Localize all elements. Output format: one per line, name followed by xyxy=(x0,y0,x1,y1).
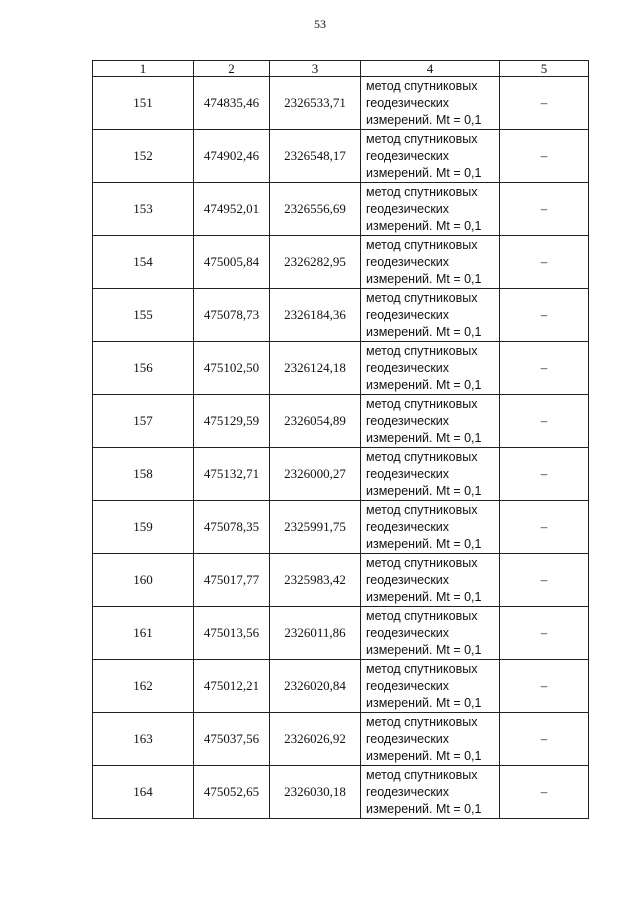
note-cell: – xyxy=(500,766,589,819)
column-header-5: 5 xyxy=(500,61,589,77)
point-number-cell: 153 xyxy=(93,183,194,236)
x-coordinate-cell: 475078,73 xyxy=(194,289,270,342)
note-cell: – xyxy=(500,501,589,554)
y-coordinate-cell: 2326556,69 xyxy=(270,183,361,236)
y-coordinate-cell: 2326020,84 xyxy=(270,660,361,713)
note-cell: – xyxy=(500,236,589,289)
table-row xyxy=(93,130,589,183)
method-text-line: метод спутниковых xyxy=(366,184,478,199)
note-cell: – xyxy=(500,448,589,501)
table-row xyxy=(93,713,589,766)
point-number-cell: 152 xyxy=(93,130,194,183)
method-text-line: геодезических xyxy=(366,731,450,746)
method-text-line: метод спутниковых xyxy=(366,661,478,676)
y-coordinate-cell: 2326030,18 xyxy=(270,766,361,819)
y-coordinate-cell: 2326000,27 xyxy=(270,448,361,501)
method-text-line: метод спутниковых xyxy=(366,502,478,517)
x-coordinate-cell: 475037,56 xyxy=(194,713,270,766)
point-number-cell: 160 xyxy=(93,554,194,607)
method-text-line: геодезических xyxy=(366,254,450,269)
method-cell xyxy=(361,713,500,766)
method-cell xyxy=(361,766,500,819)
y-coordinate-cell: 2326184,36 xyxy=(270,289,361,342)
x-coordinate-cell: 475052,65 xyxy=(194,766,270,819)
x-coordinate-cell: 475017,77 xyxy=(194,554,270,607)
method-text-line: измерений. Mt = 0,1 xyxy=(366,430,482,445)
x-coordinate-cell: 474902,46 xyxy=(194,130,270,183)
x-coordinate-cell: 475102,50 xyxy=(194,342,270,395)
method-text-line: геодезических xyxy=(366,307,450,322)
note-cell: – xyxy=(500,395,589,448)
column-header-4: 4 xyxy=(361,61,500,77)
x-coordinate-cell: 474952,01 xyxy=(194,183,270,236)
y-coordinate-cell: 2325991,75 xyxy=(270,501,361,554)
method-text-line: геодезических xyxy=(366,784,450,799)
point-number-cell: 155 xyxy=(93,289,194,342)
table-row xyxy=(93,660,589,713)
method-text-line: измерений. Mt = 0,1 xyxy=(366,483,482,498)
method-cell xyxy=(361,660,500,713)
table-row xyxy=(93,236,589,289)
method-text-line: геодезических xyxy=(366,413,450,428)
method-text-line: геодезических xyxy=(366,625,450,640)
point-number-cell: 158 xyxy=(93,448,194,501)
table-header-row xyxy=(93,61,589,77)
method-text-line: измерений. Mt = 0,1 xyxy=(366,748,482,763)
method-text-line: измерений. Mt = 0,1 xyxy=(366,218,482,233)
x-coordinate-cell: 475078,35 xyxy=(194,501,270,554)
column-header-1: 1 xyxy=(93,61,194,77)
table-row xyxy=(93,183,589,236)
method-cell xyxy=(361,554,500,607)
method-text-line: измерений. Mt = 0,1 xyxy=(366,377,482,392)
method-text-line: метод спутниковых xyxy=(366,714,478,729)
method-text-line: измерений. Mt = 0,1 xyxy=(366,589,482,604)
method-text-line: геодезических xyxy=(366,360,450,375)
x-coordinate-cell: 475005,84 xyxy=(194,236,270,289)
point-number-cell: 164 xyxy=(93,766,194,819)
x-coordinate-cell: 474835,46 xyxy=(194,77,270,130)
method-cell xyxy=(361,501,500,554)
method-text-line: измерений. Mt = 0,1 xyxy=(366,642,482,657)
method-text-line: метод спутниковых xyxy=(366,237,478,252)
method-cell xyxy=(361,236,500,289)
y-coordinate-cell: 2326533,71 xyxy=(270,77,361,130)
method-text-line: измерений. Mt = 0,1 xyxy=(366,324,482,339)
method-text-line: измерений. Mt = 0,1 xyxy=(366,801,482,816)
method-cell xyxy=(361,289,500,342)
method-text-line: измерений. Mt = 0,1 xyxy=(366,695,482,710)
method-cell xyxy=(361,183,500,236)
table-row xyxy=(93,77,589,130)
method-text-line: измерений. Mt = 0,1 xyxy=(366,112,482,127)
table-row xyxy=(93,395,589,448)
y-coordinate-cell: 2326054,89 xyxy=(270,395,361,448)
y-coordinate-cell: 2326011,86 xyxy=(270,607,361,660)
method-cell xyxy=(361,448,500,501)
point-number-cell: 159 xyxy=(93,501,194,554)
method-text-line: геодезических xyxy=(366,466,450,481)
point-number-cell: 161 xyxy=(93,607,194,660)
y-coordinate-cell: 2326548,17 xyxy=(270,130,361,183)
y-coordinate-cell: 2325983,42 xyxy=(270,554,361,607)
point-number-cell: 157 xyxy=(93,395,194,448)
note-cell: – xyxy=(500,660,589,713)
x-coordinate-cell: 475129,59 xyxy=(194,395,270,448)
column-header-2: 2 xyxy=(194,61,270,77)
page-number: 53 xyxy=(314,17,326,31)
point-number-cell: 156 xyxy=(93,342,194,395)
method-text-line: измерений. Mt = 0,1 xyxy=(366,271,482,286)
table-row xyxy=(93,766,589,819)
coordinates-table xyxy=(92,60,589,819)
method-text-line: метод спутниковых xyxy=(366,343,478,358)
method-cell xyxy=(361,342,500,395)
method-text-line: метод спутниковых xyxy=(366,555,478,570)
method-text-line: измерений. Mt = 0,1 xyxy=(366,165,482,180)
method-text-line: измерений. Mt = 0,1 xyxy=(366,536,482,551)
note-cell: – xyxy=(500,130,589,183)
note-cell: – xyxy=(500,342,589,395)
method-text-line: метод спутниковых xyxy=(366,290,478,305)
table-row xyxy=(93,289,589,342)
method-text-line: геодезических xyxy=(366,95,450,110)
method-cell xyxy=(361,607,500,660)
note-cell: – xyxy=(500,554,589,607)
method-text-line: метод спутниковых xyxy=(366,396,478,411)
note-cell: – xyxy=(500,289,589,342)
table-row xyxy=(93,501,589,554)
y-coordinate-cell: 2326282,95 xyxy=(270,236,361,289)
column-header-3: 3 xyxy=(270,61,361,77)
note-cell: – xyxy=(500,183,589,236)
method-cell xyxy=(361,77,500,130)
point-number-cell: 163 xyxy=(93,713,194,766)
point-number-cell: 154 xyxy=(93,236,194,289)
point-number-cell: 162 xyxy=(93,660,194,713)
table-row xyxy=(93,554,589,607)
note-cell: – xyxy=(500,713,589,766)
method-text-line: метод спутниковых xyxy=(366,767,478,782)
method-text-line: метод спутниковых xyxy=(366,78,478,93)
method-text-line: геодезических xyxy=(366,148,450,163)
x-coordinate-cell: 475012,21 xyxy=(194,660,270,713)
table-row xyxy=(93,448,589,501)
y-coordinate-cell: 2326026,92 xyxy=(270,713,361,766)
method-text-line: метод спутниковых xyxy=(366,449,478,464)
note-cell: – xyxy=(500,77,589,130)
method-text-line: метод спутниковых xyxy=(366,131,478,146)
note-cell: – xyxy=(500,607,589,660)
method-text-line: геодезических xyxy=(366,572,450,587)
method-text-line: геодезических xyxy=(366,201,450,216)
table-row xyxy=(93,607,589,660)
x-coordinate-cell: 475132,71 xyxy=(194,448,270,501)
table-body xyxy=(93,77,589,819)
method-text-line: геодезических xyxy=(366,519,450,534)
y-coordinate-cell: 2326124,18 xyxy=(270,342,361,395)
x-coordinate-cell: 475013,56 xyxy=(194,607,270,660)
method-text-line: геодезических xyxy=(366,678,450,693)
method-cell xyxy=(361,395,500,448)
method-cell xyxy=(361,130,500,183)
method-text-line: метод спутниковых xyxy=(366,608,478,623)
table-row xyxy=(93,342,589,395)
point-number-cell: 151 xyxy=(93,77,194,130)
